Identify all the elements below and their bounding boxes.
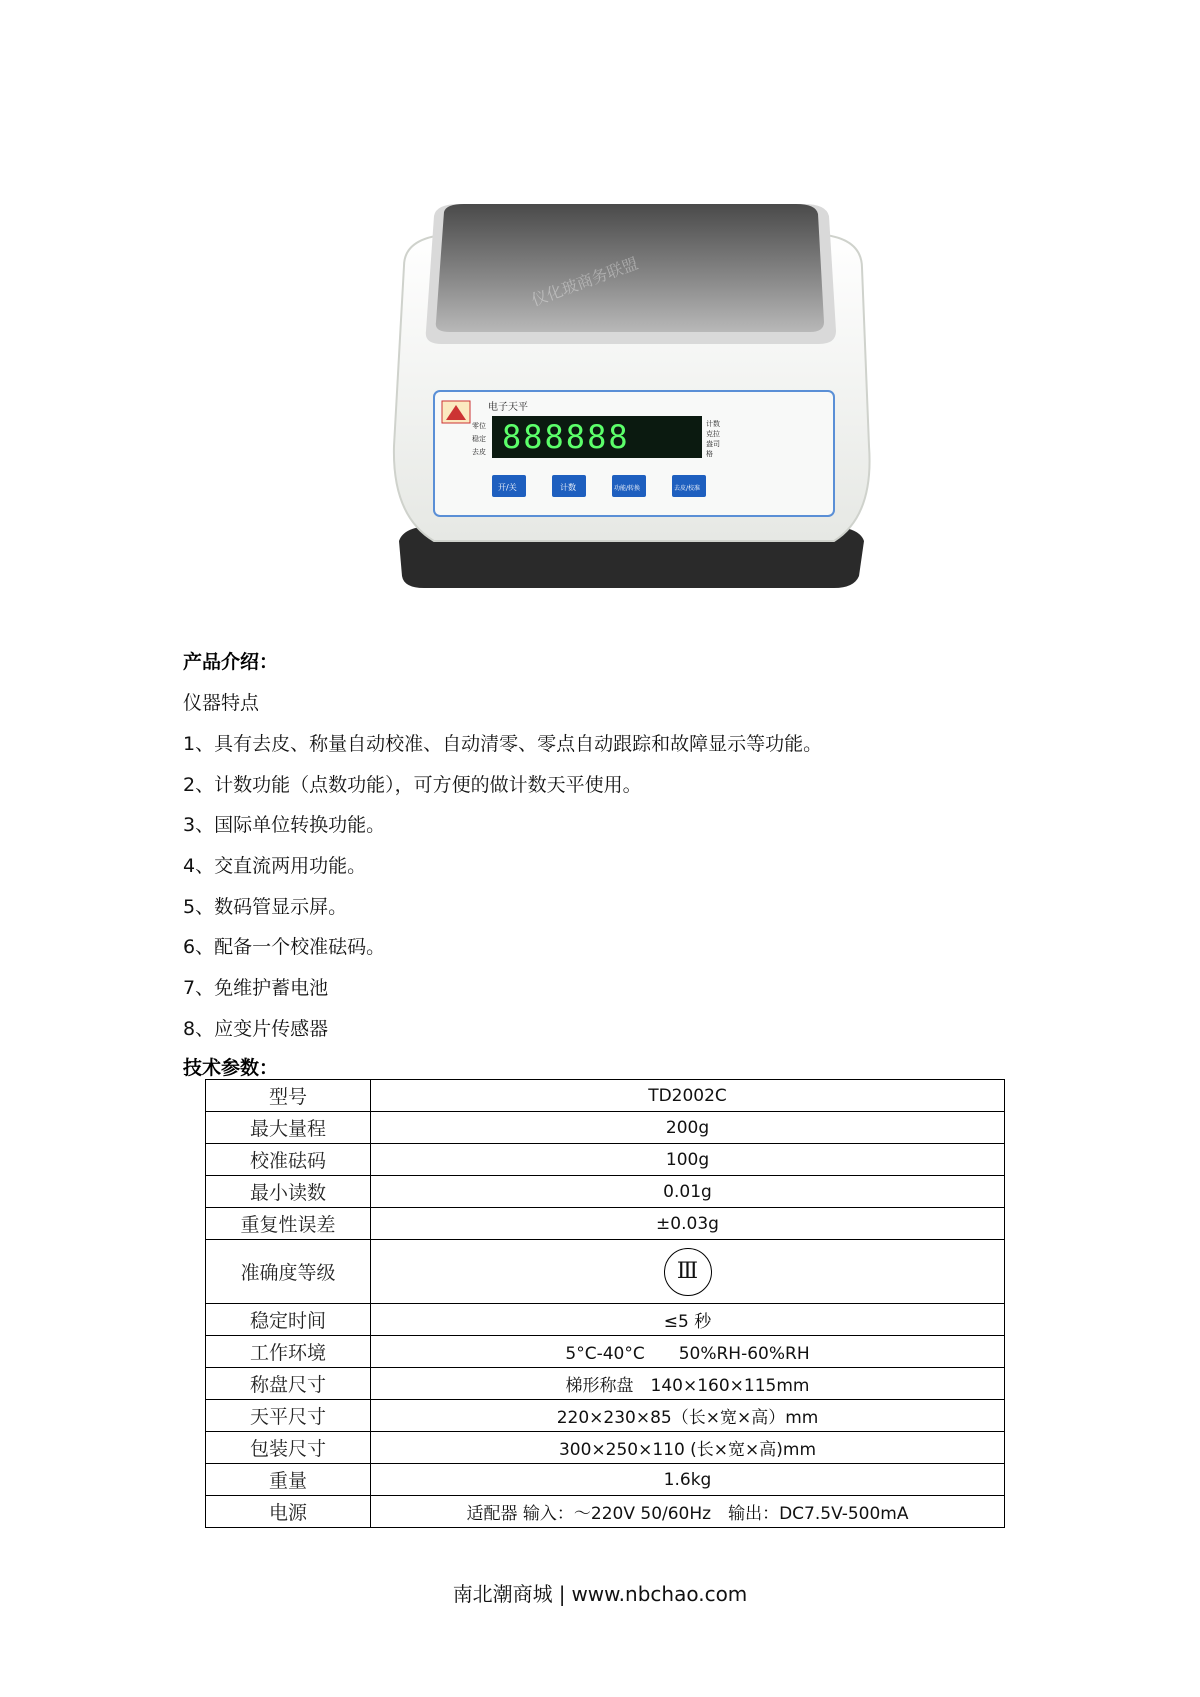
spec-key: 重量 [206, 1464, 371, 1496]
product-photo [364, 196, 896, 616]
spec-value: 100g [371, 1144, 1005, 1176]
spec-table [205, 1079, 1005, 1528]
intro-heading: 产品介绍： [183, 651, 279, 673]
footer-site-name: 南北潮商城 [452, 1582, 553, 1606]
spec-key: 型号 [206, 1080, 371, 1112]
spec-key: 包装尺寸 [206, 1432, 371, 1464]
power-button-label: 开/关 [498, 483, 517, 492]
feature-item-6: 6、配备一个校准砝码。 [183, 936, 386, 958]
spec-key: 准确度等级 [206, 1240, 371, 1304]
table-row [206, 1368, 1005, 1400]
spec-key: 工作环境 [206, 1336, 371, 1368]
page-footer [0, 1578, 1200, 1607]
feature-item-1: 1、具有去皮、称量自动校准、自动清零、零点自动跟踪和故障显示等功能。 [183, 733, 823, 755]
spec-key: 重复性误差 [206, 1208, 371, 1240]
table-row [206, 1144, 1005, 1176]
feature-item-7: 7、免维护蓄电池 [183, 977, 329, 999]
specs-heading: 技术参数： [183, 1057, 279, 1079]
table-row [206, 1336, 1005, 1368]
indicator-ounce: 盎司 [706, 440, 720, 448]
count-button-label: 计数 [560, 483, 576, 492]
spec-value: 1.6kg [371, 1464, 1005, 1496]
display-readout: 888888 [502, 418, 630, 456]
spec-key: 最大量程 [206, 1112, 371, 1144]
feature-item-2: 2、计数功能（点数功能），可方便的做计数天平使用。 [183, 774, 642, 796]
spec-value: 梯形称盘 140×160×115mm [371, 1368, 1005, 1400]
table-row [206, 1304, 1005, 1336]
spec-value: 0.01g [371, 1176, 1005, 1208]
feature-item-5: 5、数码管显示屏。 [183, 896, 348, 918]
table-row [206, 1464, 1005, 1496]
spec-value: 220×230×85（长×宽×高）mm [371, 1400, 1005, 1432]
table-row [206, 1432, 1005, 1464]
footer-separator: | [558, 1582, 566, 1606]
spec-value: 适配器 输入：～220V 50/60Hz 输出：DC7.5V-500mA [371, 1496, 1005, 1528]
spec-value: 300×250×110 (长×宽×高)mm [371, 1432, 1005, 1464]
footer-url-link[interactable]: www.nbchao.com [571, 1582, 748, 1606]
intro-subheading: 仪器特点 [183, 692, 260, 714]
indicator-carat: 克拉 [706, 430, 720, 438]
indicator-tare: 去皮 [472, 448, 486, 456]
watermark: 仪化玻商务联盟 [528, 253, 641, 310]
indicator-count: 计数 [706, 420, 720, 428]
table-row [206, 1080, 1005, 1112]
table-row [206, 1176, 1005, 1208]
spec-value: TD2002C [371, 1080, 1005, 1112]
feature-item-8: 8、应变片传感器 [183, 1018, 329, 1040]
table-row [206, 1496, 1005, 1528]
panel-title: 电子天平 [488, 402, 528, 413]
feature-item-3: 3、国际单位转换功能。 [183, 814, 386, 836]
spec-key: 称盘尺寸 [206, 1368, 371, 1400]
table-row [206, 1400, 1005, 1432]
spec-key: 电源 [206, 1496, 371, 1528]
spec-value: ±0.03g [371, 1208, 1005, 1240]
spec-key: 最小读数 [206, 1176, 371, 1208]
spec-value: 200g [371, 1112, 1005, 1144]
table-row [206, 1208, 1005, 1240]
tare-button-label: 去皮/校准 [674, 485, 701, 492]
accuracy-class-mark: Ⅲ [664, 1248, 712, 1296]
feature-item-4: 4、交直流两用功能。 [183, 855, 367, 877]
spec-key: 稳定时间 [206, 1304, 371, 1336]
table-row [206, 1112, 1005, 1144]
function-button-label: 功能/转换 [614, 485, 641, 492]
table-row [206, 1240, 1005, 1304]
spec-value: 5°C-40°C 50%RH-60%RH [371, 1336, 1005, 1368]
spec-key: 天平尺寸 [206, 1400, 371, 1432]
indicator-zero: 零位 [472, 422, 486, 430]
spec-value: ≤5 秒 [371, 1304, 1005, 1336]
indicator-grain: 格 [706, 450, 713, 458]
indicator-stable: 稳定 [472, 435, 486, 443]
accuracy-class-cell [371, 1240, 1005, 1304]
spec-key: 校准砝码 [206, 1144, 371, 1176]
